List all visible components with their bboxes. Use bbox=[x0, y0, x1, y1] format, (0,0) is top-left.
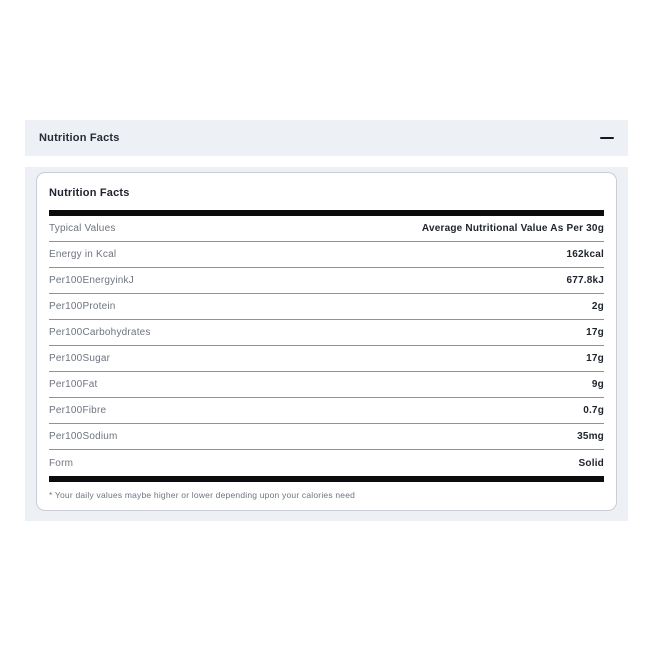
nutrition-row-value: 9g bbox=[591, 379, 604, 390]
nutrition-row-label: Per100Sugar bbox=[49, 353, 111, 364]
nutrition-table bbox=[49, 216, 604, 476]
nutrition-row-label: Per100Fibre bbox=[49, 405, 107, 416]
nutrition-row bbox=[49, 346, 604, 372]
nutrition-row-label: Energy in Kcal bbox=[49, 249, 117, 260]
nutrition-row-label: Per100Carbohydrates bbox=[49, 327, 151, 338]
nutrition-row-value: Average Nutritional Value As Per 30g bbox=[421, 223, 604, 234]
nutrition-row-value: 35mg bbox=[577, 431, 604, 442]
nutrition-facts-panel bbox=[25, 167, 628, 521]
nutrition-row-label: Per100Fat bbox=[49, 379, 98, 390]
nutrition-row-value: 677.8kJ bbox=[566, 275, 604, 286]
nutrition-row bbox=[49, 450, 604, 476]
nutrition-row-label: Typical Values bbox=[49, 223, 116, 234]
nutrition-header-row bbox=[49, 216, 604, 242]
nutrition-row-value: 17g bbox=[586, 327, 604, 338]
nutrition-row-value: 162kcal bbox=[566, 249, 604, 260]
nutrition-row-value: 0.7g bbox=[583, 405, 604, 416]
nutrition-row bbox=[49, 398, 604, 424]
accordion-title: Nutrition Facts bbox=[39, 132, 120, 144]
nutrition-row bbox=[49, 320, 604, 346]
minus-icon[interactable] bbox=[600, 137, 614, 139]
nutrition-facts-card bbox=[36, 172, 617, 511]
nutrition-row bbox=[49, 268, 604, 294]
nutrition-row-label: Per100Protein bbox=[49, 301, 116, 312]
nutrition-row-value: 17g bbox=[586, 353, 604, 364]
nutrition-row bbox=[49, 372, 604, 398]
nutrition-row-label: Per100EnergyinkJ bbox=[49, 275, 134, 286]
card-title: Nutrition Facts bbox=[49, 187, 130, 199]
nutrition-facts-accordion-header[interactable] bbox=[25, 120, 628, 156]
nutrition-row-value: 2g bbox=[591, 301, 604, 312]
nutrition-row bbox=[49, 242, 604, 268]
nutrition-row bbox=[49, 424, 604, 450]
nutrition-row bbox=[49, 294, 604, 320]
daily-values-footnote: * Your daily values maybe higher or lower depending upon your calories need bbox=[49, 490, 356, 500]
nutrition-row-value: Solid bbox=[578, 457, 604, 469]
nutrition-row-label: Per100Sodium bbox=[49, 431, 118, 442]
nutrition-row-label: Form bbox=[49, 457, 74, 469]
